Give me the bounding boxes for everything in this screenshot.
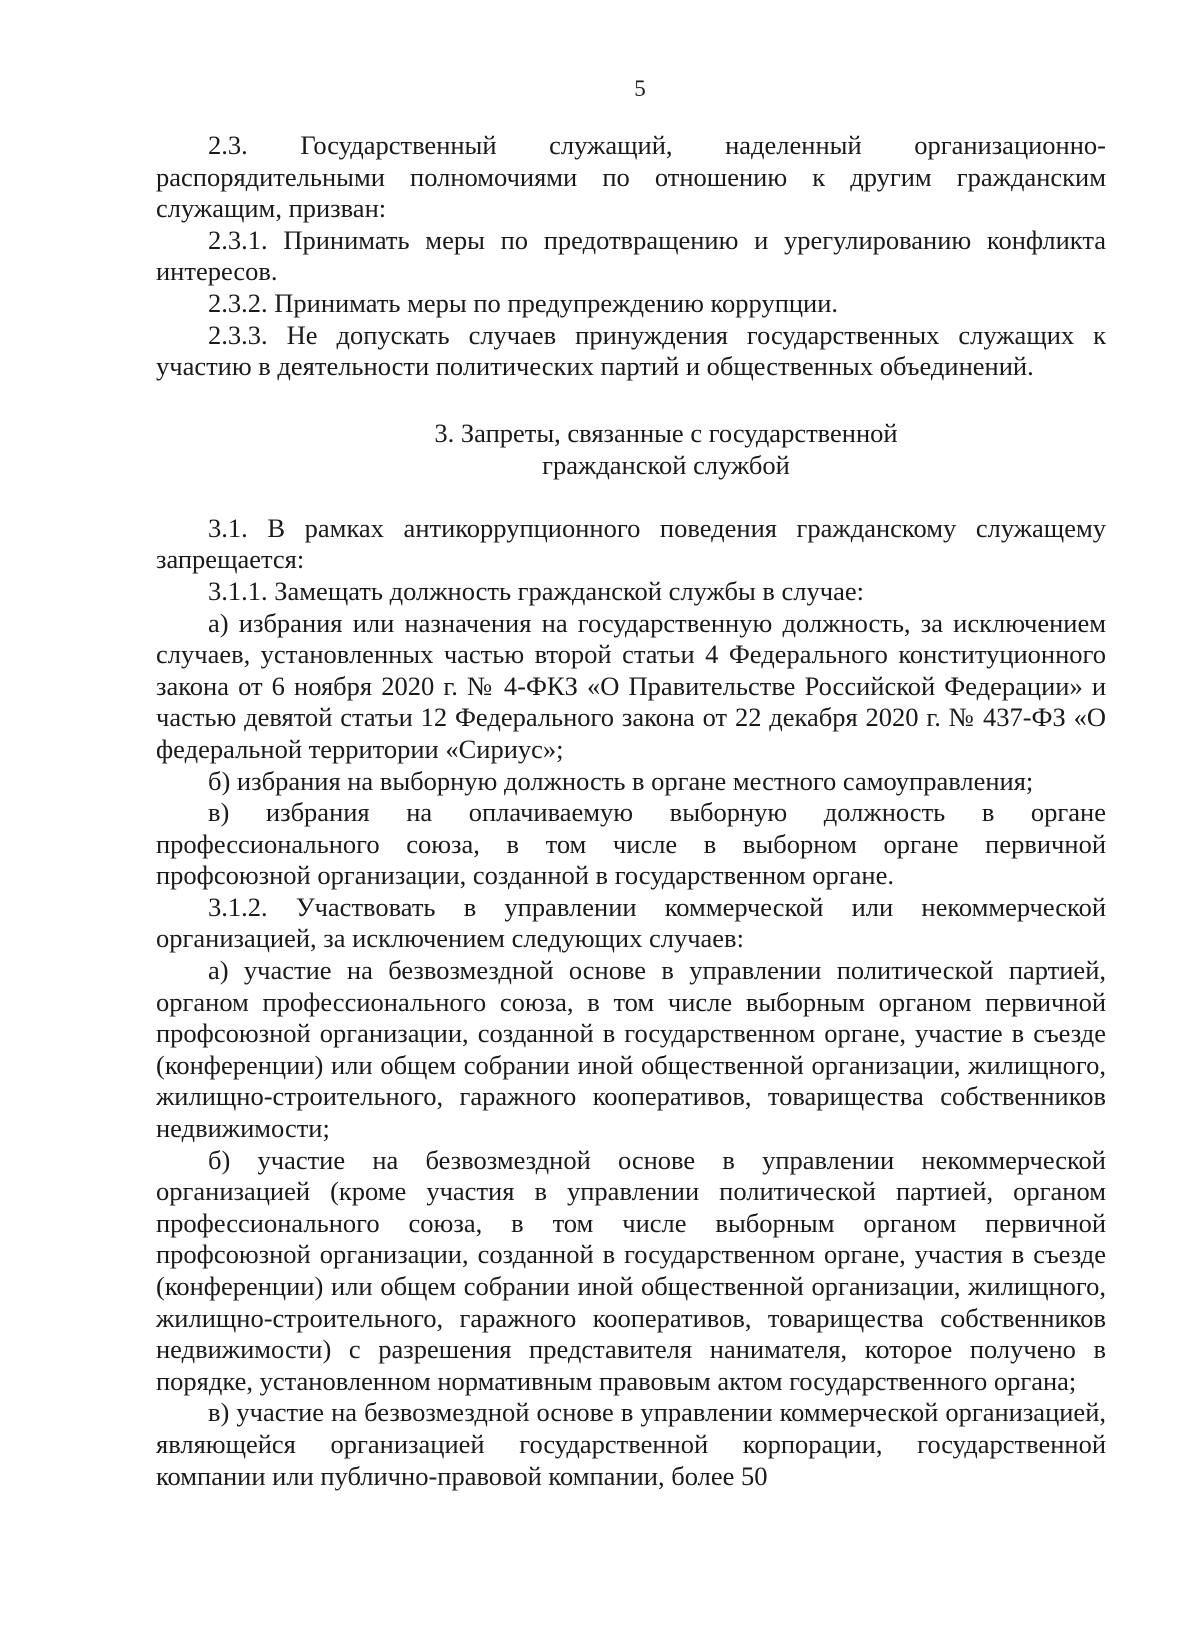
paragraph-3-1: 3.1. В рамках антикоррупционного поведения гражданскому служащему запрещается: bbox=[156, 512, 1106, 575]
document-body bbox=[156, 130, 1106, 1492]
page-number: 5 bbox=[634, 76, 646, 101]
spacer bbox=[156, 383, 1106, 417]
paragraph-3-1-2-v: в) участие на безвозмездной основе в управлении коммерческой организацией, являющейся организацией государственной корпорации, государственной компании или публично-правовой компании, более 50 bbox=[156, 1397, 1106, 1491]
paragraph-2-3: 2.3. Государственный служащий, наделенный организационно-распорядительными полномочиями по отношению к другим гражданским служащим, призван: bbox=[156, 130, 1106, 224]
paragraph-3-1-2: 3.1.2. Участвовать в управлении коммерческой или некоммерческой организацией, за исключением следующих случаев: bbox=[156, 891, 1106, 954]
paragraph-2-3-3: 2.3.3. Не допускать случаев принуждения государственных служащих к участию в деятельности политических партий и общественных объединений. bbox=[156, 319, 1106, 382]
spacer bbox=[156, 481, 1106, 513]
paragraph-3-1-2-a: а) участие на безвозмездной основе в управлении политической партией, органом профессионального союза, в том числе выборным органом первичной профсоюзной организации, созданной в государственном органе, участие в съезде (конференции) или общем собрании иной общественной организации, жилищного, жилищно-строительного, гаражного кооперативов, товарищества собственников недвижимости; bbox=[156, 955, 1106, 1144]
paragraph-3-1-1-b: б) избрания на выборную должность в органе местного самоуправления; bbox=[208, 765, 1034, 796]
paragraph-3-1-1: 3.1.1. Замещать должность гражданской службы в случае: bbox=[208, 575, 864, 606]
paragraph-3-1-1-v: в) избрания на оплачиваемую выборную должность в органе профессионального союза, в том числе в выборном органе первичной профсоюзной организации, созданной в государственном органе. bbox=[156, 797, 1106, 891]
paragraph-3-1-2-b: б) участие на безвозмездной основе в управлении некоммерческой организацией (кроме участия в управлении политической партией, органом профессионального союза, в том числе выборным органом первичной профсоюзной организации, созданной в государственном органе, участия в съезде (конференции) или общем собрании иной общественной организации, жилищного, жилищно-строительного, гаражного кооперативов, товарищества собственников недвижимости) с разрешения представителя нанимателя, которое получено в порядке, установленном нормативным правовым актом государственного органа; bbox=[156, 1144, 1106, 1396]
paragraph-2-3-1: 2.3.1. Принимать меры по предотвращению и урегулированию конфликта интересов. bbox=[156, 224, 1106, 287]
section-heading-line-1: 3. Запреты, связанные с государственной bbox=[434, 417, 898, 448]
paragraph-2-3-2: 2.3.2. Принимать меры по предупреждению коррупции. bbox=[208, 287, 839, 318]
paragraph-3-1-1-a: а) избрания или назначения на государственную должность, за исключением случаев, установленных частью второй статьи 4 Федерального конституционного закона от 6 ноября 2020 г. № 4-ФКЗ «О Правительстве Российской Федерации» и частью девятой статьи 12 Федерального закона от 22 декабря 2020 г. № 437-ФЗ «О федеральной территории «Сириус»; bbox=[156, 607, 1106, 764]
section-heading-line-2: гражданской службой bbox=[542, 449, 790, 480]
